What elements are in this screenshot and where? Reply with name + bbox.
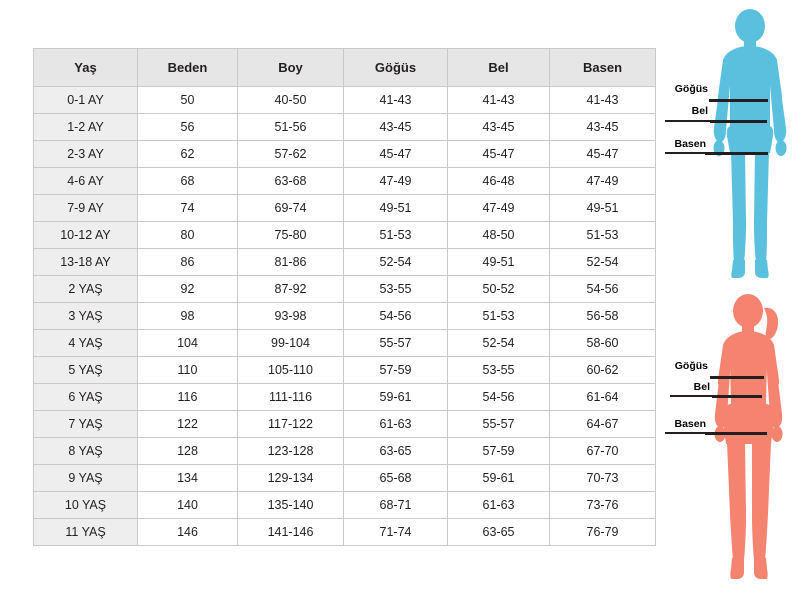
cell-chest: 43-45 xyxy=(344,114,448,141)
cell-height: 81-86 xyxy=(238,249,344,276)
cell-age: 2 YAŞ xyxy=(34,276,138,303)
cell-hip: 54-56 xyxy=(550,276,656,303)
boy-chest-line xyxy=(709,99,768,102)
cell-age: 3 YAŞ xyxy=(34,303,138,330)
cell-chest: 49-51 xyxy=(344,195,448,222)
cell-height: 105-110 xyxy=(238,357,344,384)
cell-chest: 54-56 xyxy=(344,303,448,330)
cell-waist: 55-57 xyxy=(448,411,550,438)
cell-size: 116 xyxy=(138,384,238,411)
cell-size: 104 xyxy=(138,330,238,357)
table-row xyxy=(34,438,656,465)
table-row xyxy=(34,276,656,303)
cell-size: 80 xyxy=(138,222,238,249)
column-header-chest: Göğüs xyxy=(344,49,448,87)
cell-hip: 58-60 xyxy=(550,330,656,357)
body-figures-panel xyxy=(660,0,800,593)
cell-chest: 57-59 xyxy=(344,357,448,384)
cell-height: 51-56 xyxy=(238,114,344,141)
table-row xyxy=(34,222,656,249)
table-row xyxy=(34,357,656,384)
cell-hip: 61-64 xyxy=(550,384,656,411)
cell-height: 69-74 xyxy=(238,195,344,222)
cell-waist: 57-59 xyxy=(448,438,550,465)
cell-height: 135-140 xyxy=(238,492,344,519)
cell-age: 10 YAŞ xyxy=(34,492,138,519)
cell-size: 146 xyxy=(138,519,238,546)
cell-size: 74 xyxy=(138,195,238,222)
cell-age: 7 YAŞ xyxy=(34,411,138,438)
cell-chest: 53-55 xyxy=(344,276,448,303)
cell-hip: 60-62 xyxy=(550,357,656,384)
cell-waist: 45-47 xyxy=(448,141,550,168)
size-chart xyxy=(33,48,655,546)
cell-hip: 51-53 xyxy=(550,222,656,249)
cell-chest: 52-54 xyxy=(344,249,448,276)
column-header-hip: Basen xyxy=(550,49,656,87)
cell-size: 122 xyxy=(138,411,238,438)
cell-waist: 50-52 xyxy=(448,276,550,303)
cell-chest: 65-68 xyxy=(344,465,448,492)
cell-waist: 41-43 xyxy=(448,87,550,114)
cell-age: 7-9 AY xyxy=(34,195,138,222)
cell-chest: 63-65 xyxy=(344,438,448,465)
column-header-age: Yaş xyxy=(34,49,138,87)
cell-size: 140 xyxy=(138,492,238,519)
boy-waist-leader-line xyxy=(665,120,710,122)
cell-hip: 47-49 xyxy=(550,168,656,195)
girl-waist-line xyxy=(712,395,762,398)
table-row xyxy=(34,195,656,222)
cell-height: 40-50 xyxy=(238,87,344,114)
cell-waist: 52-54 xyxy=(448,330,550,357)
cell-height: 87-92 xyxy=(238,276,344,303)
cell-age: 1-2 AY xyxy=(34,114,138,141)
cell-size: 68 xyxy=(138,168,238,195)
cell-hip: 64-67 xyxy=(550,411,656,438)
cell-size: 86 xyxy=(138,249,238,276)
girl-waist-label: Bel xyxy=(693,381,710,393)
table-row xyxy=(34,330,656,357)
size-table xyxy=(33,48,656,546)
cell-waist: 63-65 xyxy=(448,519,550,546)
cell-waist: 54-56 xyxy=(448,384,550,411)
table-row xyxy=(34,141,656,168)
cell-height: 57-62 xyxy=(238,141,344,168)
cell-height: 99-104 xyxy=(238,330,344,357)
table-row xyxy=(34,384,656,411)
cell-chest: 51-53 xyxy=(344,222,448,249)
cell-hip: 76-79 xyxy=(550,519,656,546)
girl-hip-label: Basen xyxy=(674,418,706,430)
cell-waist: 51-53 xyxy=(448,303,550,330)
cell-waist: 46-48 xyxy=(448,168,550,195)
cell-hip: 45-47 xyxy=(550,141,656,168)
cell-hip: 56-58 xyxy=(550,303,656,330)
column-header-waist: Bel xyxy=(448,49,550,87)
cell-age: 4-6 AY xyxy=(34,168,138,195)
boy-chest-label: Göğüs xyxy=(674,83,708,95)
boy-hip-label: Basen xyxy=(674,138,706,150)
cell-chest: 55-57 xyxy=(344,330,448,357)
table-row xyxy=(34,465,656,492)
girl-hip-line xyxy=(705,432,767,435)
cell-age: 6 YAŞ xyxy=(34,384,138,411)
table-row xyxy=(34,114,656,141)
cell-age: 13-18 AY xyxy=(34,249,138,276)
cell-size: 128 xyxy=(138,438,238,465)
cell-height: 63-68 xyxy=(238,168,344,195)
cell-hip: 41-43 xyxy=(550,87,656,114)
cell-waist: 61-63 xyxy=(448,492,550,519)
girl-waist-leader-line xyxy=(670,395,712,397)
column-header-size: Beden xyxy=(138,49,238,87)
cell-hip: 73-76 xyxy=(550,492,656,519)
cell-age: 4 YAŞ xyxy=(34,330,138,357)
cell-chest: 71-74 xyxy=(344,519,448,546)
cell-age: 11 YAŞ xyxy=(34,519,138,546)
cell-size: 50 xyxy=(138,87,238,114)
cell-height: 123-128 xyxy=(238,438,344,465)
cell-hip: 52-54 xyxy=(550,249,656,276)
cell-chest: 45-47 xyxy=(344,141,448,168)
boy-hip-line xyxy=(705,152,768,155)
cell-hip: 43-45 xyxy=(550,114,656,141)
cell-waist: 49-51 xyxy=(448,249,550,276)
boy-waist-label: Bel xyxy=(691,105,708,117)
table-row xyxy=(34,492,656,519)
cell-height: 111-116 xyxy=(238,384,344,411)
table-row xyxy=(34,87,656,114)
cell-size: 92 xyxy=(138,276,238,303)
table-row xyxy=(34,168,656,195)
girl-chest-label: Göğüs xyxy=(674,360,708,372)
boy-waist-line xyxy=(710,120,767,123)
cell-age: 0-1 AY xyxy=(34,87,138,114)
girl-chest-line xyxy=(710,376,764,379)
cell-chest: 59-61 xyxy=(344,384,448,411)
cell-height: 141-146 xyxy=(238,519,344,546)
table-row xyxy=(34,249,656,276)
cell-height: 93-98 xyxy=(238,303,344,330)
table-header-row xyxy=(34,49,656,87)
cell-waist: 43-45 xyxy=(448,114,550,141)
cell-chest: 47-49 xyxy=(344,168,448,195)
cell-size: 62 xyxy=(138,141,238,168)
cell-height: 129-134 xyxy=(238,465,344,492)
cell-hip: 67-70 xyxy=(550,438,656,465)
boy-hip-leader-line xyxy=(665,152,705,154)
cell-age: 2-3 AY xyxy=(34,141,138,168)
cell-age: 9 YAŞ xyxy=(34,465,138,492)
cell-hip: 49-51 xyxy=(550,195,656,222)
cell-chest: 41-43 xyxy=(344,87,448,114)
cell-waist: 47-49 xyxy=(448,195,550,222)
cell-chest: 68-71 xyxy=(344,492,448,519)
cell-size: 110 xyxy=(138,357,238,384)
cell-waist: 53-55 xyxy=(448,357,550,384)
cell-height: 75-80 xyxy=(238,222,344,249)
cell-height: 117-122 xyxy=(238,411,344,438)
cell-age: 8 YAŞ xyxy=(34,438,138,465)
cell-hip: 70-73 xyxy=(550,465,656,492)
cell-waist: 59-61 xyxy=(448,465,550,492)
cell-size: 98 xyxy=(138,303,238,330)
girl-body-figure xyxy=(700,292,800,587)
cell-size: 56 xyxy=(138,114,238,141)
cell-age: 10-12 AY xyxy=(34,222,138,249)
cell-size: 134 xyxy=(138,465,238,492)
table-row xyxy=(34,519,656,546)
column-header-height: Boy xyxy=(238,49,344,87)
girl-hip-leader-line xyxy=(665,432,705,434)
cell-chest: 61-63 xyxy=(344,411,448,438)
table-row xyxy=(34,303,656,330)
cell-waist: 48-50 xyxy=(448,222,550,249)
boy-body-figure xyxy=(700,8,800,283)
table-row xyxy=(34,411,656,438)
cell-age: 5 YAŞ xyxy=(34,357,138,384)
